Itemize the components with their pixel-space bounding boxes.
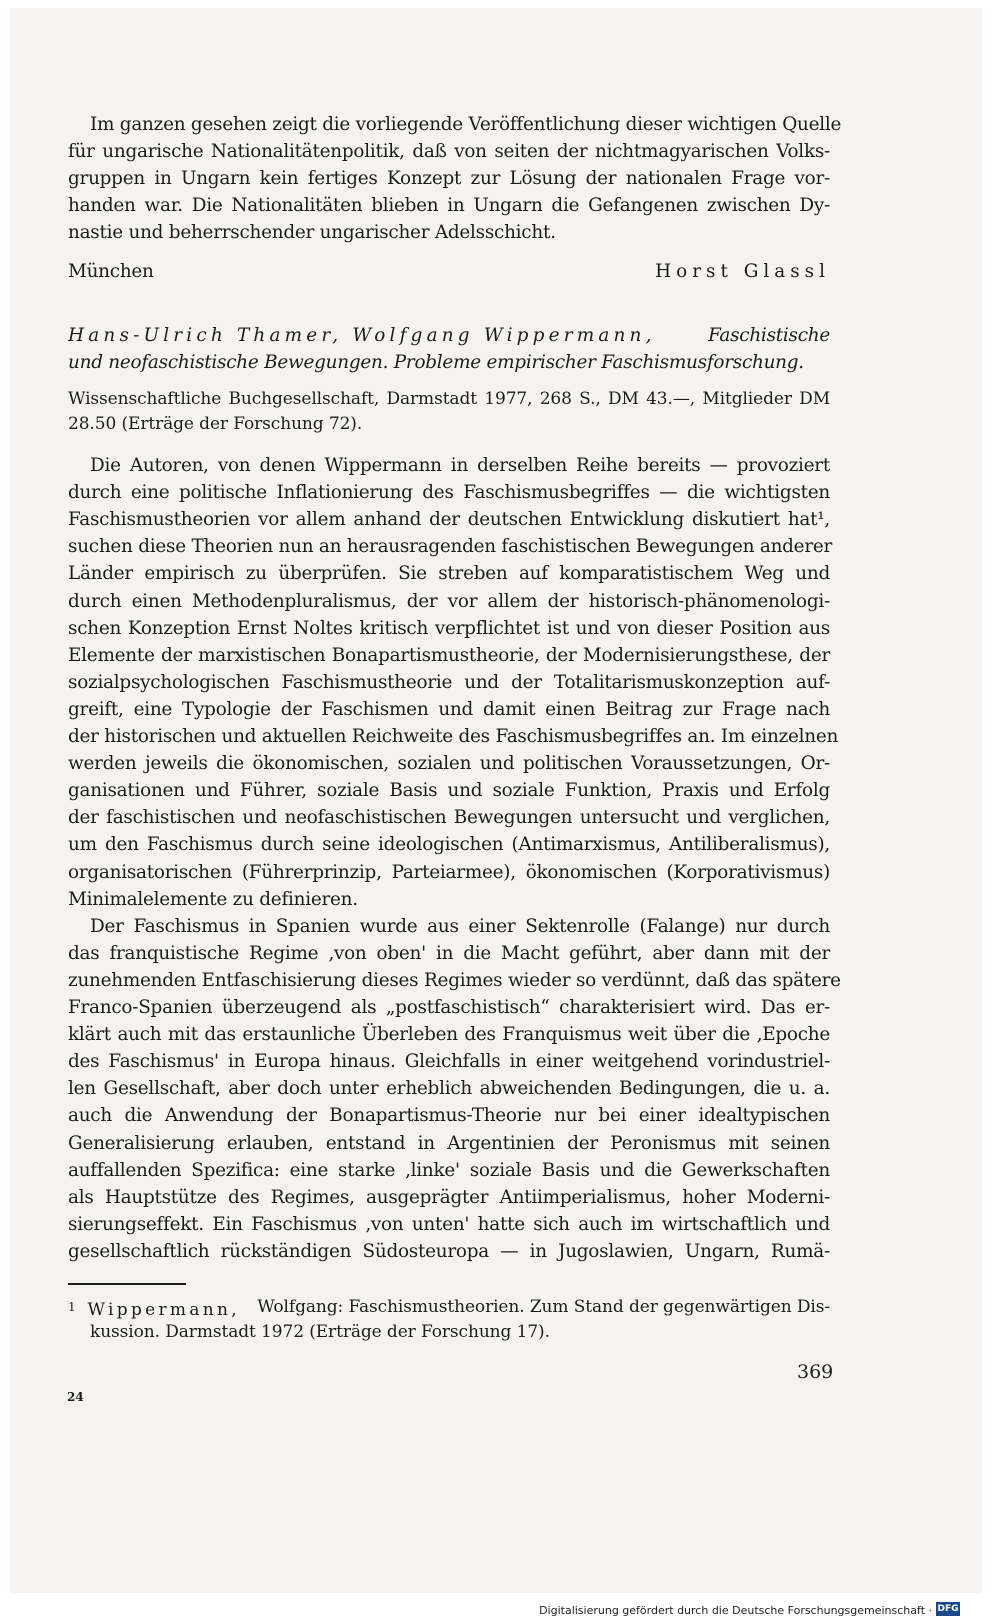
publisher-line: 28.50 (Erträge der Forschung 72). [68, 414, 363, 434]
text-line: sozialpsychologischen Faschismustheorie und der Totalitarismuskonzeption auf- [68, 671, 830, 693]
text-line: das franquistische Regime ‚von oben' in die Macht geführt, aber dann mit der [68, 942, 830, 964]
signature-mark: 24 [67, 1390, 84, 1404]
page-number: 369 [797, 1361, 834, 1383]
text-line: gesellschaftlich rückständigen Südosteuropa — in Jugoslawien, Ungarn, Rumä- [68, 1240, 830, 1262]
text-line: Die Autoren, von denen Wippermann in derselben Reihe bereits — provoziert [90, 455, 830, 476]
text-line: zunehmenden Entfaschisierung dieses Regimes wieder so verdünnt, daß das spätere [68, 969, 841, 991]
footnote-marker: 1 [68, 1300, 76, 1314]
text-line: werden jeweils die ökonomischen, sozialen und politischen Voraussetzungen, Or- [68, 753, 830, 775]
text-line: organisatorischen (Führerprinzip, Parteiarmee), ökonomischen (Korporativismus) [68, 861, 830, 883]
text-line: ganisationen und Führer, soziale Basis und soziale Funktion, Praxis und Erfolg [68, 780, 830, 802]
reviewer-name: Horst Glassl [655, 261, 830, 282]
text-line: des Faschismus' in Europa hinaus. Gleichfalls in einer weitgehend vorindustriel- [68, 1051, 830, 1073]
book-title-part-1: Faschistische [708, 325, 830, 346]
text-line: durch einen Methodenpluralismus, der vor allem der historisch-phänomenologi- [68, 590, 830, 612]
text-line: Länder empirisch zu überprüfen. Sie streben auf komparatistischem Weg und [68, 563, 830, 585]
text-line: durch eine politische Inflationierung des Faschismusbegriffes — die wichtigsten [68, 482, 830, 504]
text-line: auffallenden Spezifica: eine starke ‚linke' soziale Basis und die Gewerkschaften [68, 1159, 830, 1181]
text-line: Franco-Spanien überzeugend als „postfaschistisch“ charakterisiert wird. Das er- [68, 997, 830, 1018]
text-line: sierungseffekt. Ein Faschismus ‚von unten' hatte sich auch im wirtschaftlich und [68, 1213, 830, 1235]
footnote-author: Wippermann, [87, 1300, 240, 1320]
book-citation-line-1 [68, 322, 830, 350]
text-line: auch die Anwendung der Bonapartismus-Theorie nur bei einer idealtypischen [68, 1105, 830, 1127]
text-line: schen Konzeption Ernst Noltes kritisch verpflichtet ist und von dieser Position aus [68, 617, 830, 639]
text-line: Generalisierung erlauben, entstand in Argentinien der Peronismus mit seinen [68, 1132, 830, 1154]
text-line: Der Faschismus in Spanien wurde aus einer Sektenrolle (Falange) nur durch [90, 915, 830, 937]
footnote-line-2: kussion. Darmstadt 1972 (Erträge der Forschung 17). [90, 1322, 550, 1342]
dfg-logo: DFG [937, 1604, 959, 1614]
book-title-part-2: und neofaschistische Bewegungen. Probleme empirischer Faschismusforschung. [68, 352, 804, 373]
text-line: gruppen in Ungarn kein fertiges Konzept zur Lösung der nationalen Frage vor- [68, 168, 830, 189]
text-line: Elemente der marxistischen Bonapartismustheorie, der Modernisierungsthese, der [68, 644, 830, 666]
text-line: len Gesellschaft, aber doch unter erheblich abweichenden Bedingungen, die u. a. [68, 1078, 830, 1100]
text-line: um den Faschismus durch seine ideologischen (Antimarxismus, Antiliberalismus), [68, 834, 830, 856]
publisher-line: Wissenschaftliche Buchgesellschaft, Darmstadt 1977, 268 S., DM 43.—, Mitglieder DM [68, 389, 830, 409]
text-line: handen war. Die Nationalitäten blieben in Ungarn die Gefangenen zwischen Dy- [68, 195, 830, 216]
text-line: für ungarische Nationalitätenpolitik, daß von seiten der nichtmagyarischen Volks- [68, 141, 830, 162]
text-line: der historischen und aktuellen Reichweite des Faschismusbegriffes an. Im einzelnen [68, 726, 839, 747]
text-line: als Hauptstütze des Regimes, ausgeprägter Antiimperialismus, hoher Moderni- [68, 1186, 830, 1208]
place: München [68, 261, 154, 282]
text-line: klärt auch mit das erstaunliche Überleben des Franquismus weit über die ‚Epoche [68, 1024, 830, 1046]
footnote-text: Wolfgang: Faschismustheorien. Zum Stand der gegenwärtigen Dis- [257, 1297, 830, 1317]
text-line: Minimalelemente zu definieren. [68, 888, 358, 910]
text-line: greift, eine Typologie der Faschismen und damit einen Beitrag zur Frage nach [68, 698, 830, 720]
text-line: Im ganzen gesehen zeigt die vorliegende Veröffentlichung dieser wichtigen Quelle [90, 114, 842, 135]
digitization-footer: Digitalisierung gefördert durch die Deutsche Forschungsgemeinschaft · [539, 1604, 932, 1617]
text-line: suchen diese Theorien nun an herausragenden faschistischen Bewegungen anderer [68, 536, 833, 558]
footnote-rule [68, 1283, 186, 1285]
book-authors: Hans-Ulrich Thamer, Wolfgang Wippermann, [68, 325, 656, 346]
text-line: Faschismustheorien vor allem anhand der deutschen Entwicklung diskutiert hat¹, [68, 509, 830, 531]
text-line: nastie und beherrschender ungarischer Adelsschicht. [68, 222, 556, 243]
text-line: der faschistischen und neofaschistischen Bewegungen untersucht und verglichen, [68, 807, 830, 829]
